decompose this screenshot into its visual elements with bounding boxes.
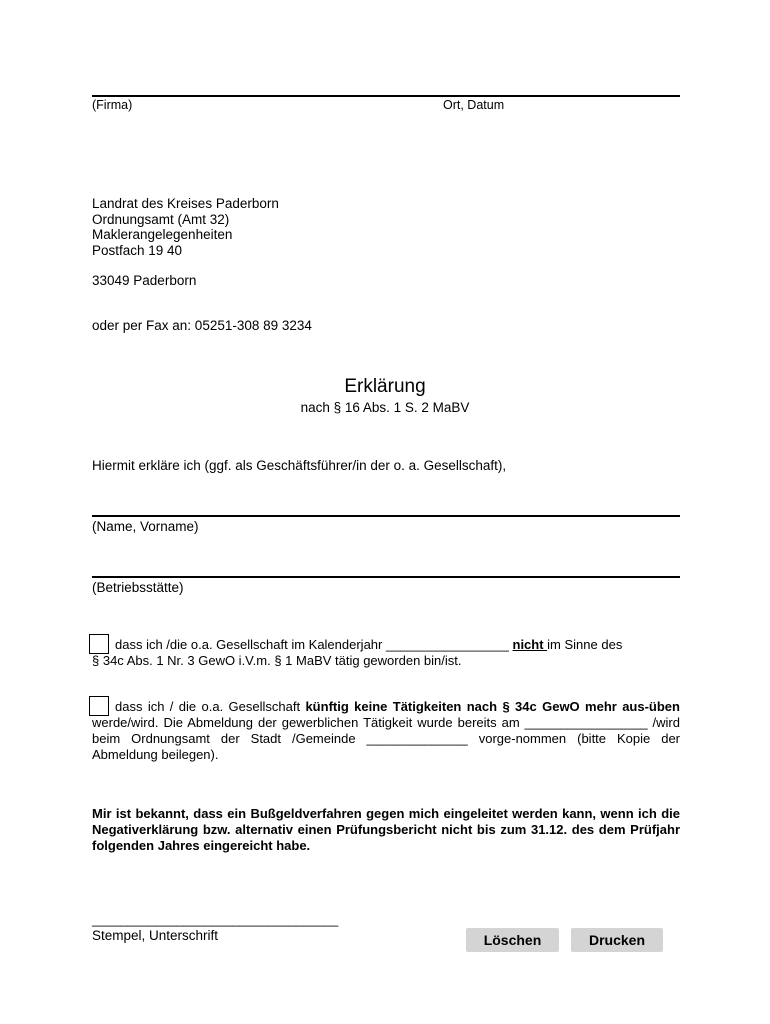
recipient-address [92,196,279,258]
option-1-line-2: § 34c Abs. 1 Nr. 3 GewO i.V.m. § 1 MaBV tätig geworden bin/ist. [92,653,462,668]
address-line-1: Landrat des Kreises Paderborn [92,196,279,211]
option-2-bold-2: üben [648,699,680,714]
option-2-part-2: werde/wird. Die Abmeldung der gewerblichen Tätigkeit wurde bereits am _________________ /wird beim Ordnungsamt der Stadt /Gemeinde ______________ vorge-nommen (bitte Kopie der Abmeldung beilegen). [92,715,680,762]
page-title: Erklärung [344,376,426,397]
fax-line: oder per Fax an: 05251-308 89 3234 [92,318,312,333]
option-2-part-1: dass ich / die o.a. Gesellschaft [115,699,306,714]
address-city: 33049 Paderborn [92,273,197,288]
betriebsstaette-label: (Betriebsstätte) [92,580,184,595]
name-label: (Name, Vorname) [92,519,199,534]
address-line-3: Maklerangelegenheiten [92,227,233,242]
option-1-line-1 [92,637,680,653]
name-input-line[interactable] [92,515,680,517]
signature-line: ___________________________________ [92,912,339,927]
betriebsstaette-input-line[interactable] [92,576,680,578]
option-2-bold-1: künftig keine Tätigkeiten nach § 34c GewO mehr aus- [305,699,649,714]
option-1-part-1: dass ich /die o.a. Gesellschaft im Kalenderjahr _________________ [115,637,513,652]
address-line-2: Ordnungsamt (Amt 32) [92,211,230,227]
intro-text: Hiermit erkläre ich (ggf. als Geschäftsführer/in der o. a. Gesellschaft), [92,458,507,473]
firma-label: (Firma) [92,98,133,112]
option-1-text [92,637,680,669]
option-2-text [92,699,680,763]
legal-notice: Mir ist bekannt, dass ein Bußgeldverfahren gegen mich eingeleitet werden kann, wenn ich die Negativerklärung bzw. alternativ einen Prüfungsbericht nicht bis zum 31.12. des dem Prüfjahr folgenden Jahres eingereicht habe. [92,806,680,853]
option-1-nicht: nicht [512,637,548,652]
page-subtitle: nach § 16 Abs. 1 S. 2 MaBV [300,400,470,415]
print-button[interactable]: Drucken [571,928,663,952]
ort-datum-label: Ort, Datum [443,98,505,112]
delete-button[interactable]: Löschen [466,928,559,952]
header-rule [92,95,680,97]
address-line-4: Postfach 19 40 [92,242,183,258]
signature-label: Stempel, Unterschrift [92,928,219,943]
option-1-part-2: im Sinne des [547,637,623,652]
